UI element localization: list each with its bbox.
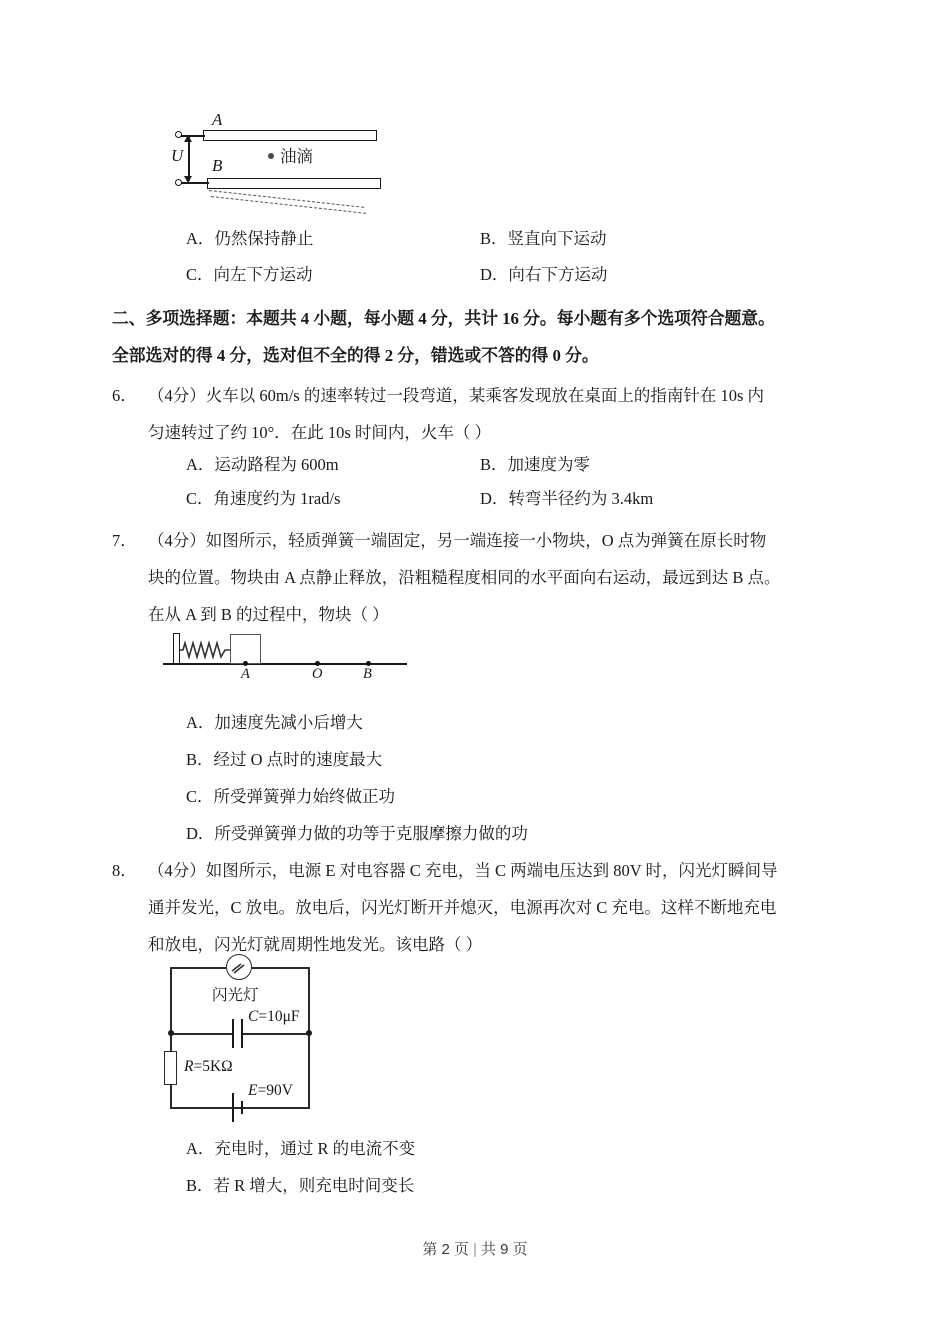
node-right-mid (306, 1030, 312, 1036)
voltage-arrow-head-down (184, 176, 192, 183)
q7-option-d[interactable] (186, 817, 528, 851)
q7-option-c[interactable] (186, 780, 395, 814)
q8-stem-line2: 通并发光，C 放电。放电后，闪光灯断开并熄灭，电源再次对 C 充电。这样不断地充电 (148, 898, 777, 917)
q8-score: （4分） (148, 861, 206, 880)
q6-stem-line2: 匀速转过了约 10°．在此 10s 时间内，火车（ ） (148, 423, 492, 442)
q5-option-c[interactable] (186, 258, 313, 292)
plate-a-label: A (212, 110, 223, 129)
q6-stem-line1 (148, 377, 764, 414)
point-b-label: B (363, 666, 372, 682)
plate-b (207, 178, 381, 189)
q5-option-b-key: B． (480, 229, 508, 248)
q6-option-c[interactable] (186, 482, 340, 516)
q6-option-a-text: 运动路程为 600m (214, 455, 339, 474)
figure-parallel-plates (171, 110, 435, 207)
figure-flash-lamp-circuit (170, 955, 330, 1110)
q6-option-a[interactable] (186, 448, 339, 482)
q5-option-c-text: 向左下方运动 (213, 265, 313, 284)
q7-option-a-key: A． (186, 713, 215, 732)
flash-lamp-label: 闪光灯 (212, 987, 259, 1004)
battery-plate-short (241, 1101, 243, 1114)
q8-stem-line3: 和放电，闪光灯就周期性地发光。该电路（ ） (148, 935, 483, 954)
q7-option-c-text: 所受弹簧弹力始终做正功 (213, 787, 396, 806)
terminal-bottom (175, 179, 182, 186)
capacitor-plate-left (232, 1019, 234, 1048)
plate-b-label: B (212, 156, 223, 175)
resistor-body (164, 1051, 177, 1085)
node-left-mid (168, 1030, 174, 1036)
q8-option-a-key: A． (186, 1139, 215, 1158)
resistor-value: =5KΩ (193, 1058, 233, 1075)
battery-label (248, 1082, 293, 1100)
q7-number (112, 522, 137, 559)
q5-option-d-text: 向右下方运动 (508, 265, 608, 284)
q8-stem-line1-text: 如图所示，电源 E 对电容器 C 充电，当 C 两端电压达到 80V 时，闪光灯瞬间导 (205, 861, 778, 880)
wire-mid-left (170, 1033, 232, 1035)
voltage-arrow-head-up (184, 135, 192, 142)
footer-total-pages: 共 9 页 (480, 1241, 528, 1258)
battery-value: =90V (257, 1082, 293, 1099)
wire-mid-right (242, 1033, 310, 1035)
fixed-wall (173, 633, 180, 664)
q7-option-d-key: D． (186, 824, 215, 843)
q7-option-c-key: C． (186, 787, 214, 806)
q6-option-c-key: C． (186, 489, 214, 508)
q7-option-b[interactable] (186, 743, 382, 777)
wire-right (308, 967, 310, 1109)
q5-option-d-key: D． (480, 265, 509, 284)
resistor-symbol: R (184, 1058, 194, 1075)
capacitor-plate-right (241, 1019, 243, 1048)
block-body (230, 634, 261, 664)
q7-stem-line3: 在从 A 到 B 的过程中，物块（ ） (148, 605, 389, 624)
q5-option-a-text: 仍然保持静止 (214, 229, 314, 248)
plate-a (203, 130, 377, 141)
q8-option-b-key: B． (186, 1176, 214, 1195)
q6-option-b-key: B． (480, 455, 508, 474)
section-heading-line1: 二、多项选择题：本题共 4 小题，每小题 4 分，共计 16 分。每小题有多个选项符合题意。 (112, 309, 775, 328)
flash-lamp-zigzag-icon (230, 960, 248, 976)
page-footer (0, 1238, 950, 1259)
wire-top-left (170, 967, 226, 969)
q6-stem-line1-text: 火车以 60m/s 的速率转过一段弯道，某乘客发现放在桌面上的指南针在 10s 内 (205, 386, 765, 405)
q8-option-a-text: 充电时，通过 R 的电流不变 (214, 1139, 416, 1158)
q8-option-b[interactable] (186, 1169, 414, 1203)
resistor-label (184, 1058, 233, 1076)
q7-option-b-text: 经过 O 点时的速度最大 (213, 750, 383, 769)
q7-option-d-text: 所受弹簧弹力做的功等于克服摩擦力做的功 (214, 824, 528, 843)
q7-option-a[interactable] (186, 706, 363, 740)
q7-option-b-key: B． (186, 750, 214, 769)
q6-option-d[interactable] (480, 482, 653, 516)
footer-separator: | (473, 1241, 477, 1258)
q5-option-a[interactable] (186, 222, 313, 256)
capacitor-label (248, 1008, 300, 1026)
q5-option-d[interactable] (480, 258, 607, 292)
q8-stem-line1 (148, 852, 777, 889)
capacitor-value: =10μF (258, 1008, 300, 1025)
q8-number (112, 852, 137, 889)
voltage-arrow-line (188, 137, 190, 181)
q5-option-b[interactable] (480, 222, 607, 256)
wire-left (170, 967, 172, 1109)
voltage-label: U (171, 146, 184, 165)
spring-coil-icon (180, 640, 230, 660)
oil-drop-dot (268, 153, 274, 159)
point-o-label: O (312, 666, 323, 682)
q8-option-a[interactable] (186, 1132, 415, 1166)
oil-drop-label: 油滴 (280, 147, 313, 166)
wire-top-right (252, 967, 310, 969)
q8-number-text: 8． (112, 861, 137, 880)
q7-stem-line2: 块的位置。物块由 A 点静止释放，沿粗糙程度相同的水平面向右运动，最远到达 B 点。 (148, 568, 781, 587)
q6-option-b[interactable] (480, 448, 590, 482)
q5-option-a-key: A． (186, 229, 215, 248)
terminal-top (175, 131, 182, 138)
battery-symbol: E (248, 1082, 258, 1099)
q6-option-d-text: 转弯半径约为 3.4km (508, 489, 654, 508)
q6-option-c-text: 角速度约为 1rad/s (213, 489, 341, 508)
battery-plate-long (232, 1093, 234, 1122)
q5-option-b-text: 竖直向下运动 (507, 229, 607, 248)
footer-current-page: 第 2 页 (422, 1241, 470, 1258)
q7-stem-line1 (148, 522, 766, 559)
point-a-label: A (241, 666, 250, 682)
capacitor-symbol: C (248, 1008, 259, 1025)
section-heading-line2: 全部选对的得 4 分，选对但不全的得 2 分，错选或不答的得 0 分。 (112, 346, 599, 365)
q6-option-d-key: D． (480, 489, 509, 508)
q5-option-c-key: C． (186, 265, 214, 284)
q6-option-b-text: 加速度为零 (507, 455, 591, 474)
q7-stem-line1-text: 如图所示，轻质弹簧一端固定，另一端连接一小物块，O 点为弹簧在原长时物 (205, 531, 767, 550)
q7-option-a-text: 加速度先减小后增大 (214, 713, 363, 732)
q7-number-text: 7． (112, 531, 137, 550)
figure-spring-block (163, 620, 413, 680)
wire-bottom (170, 1107, 310, 1109)
q6-number (112, 377, 137, 414)
q7-score: （4分） (148, 531, 206, 550)
q6-option-a-key: A． (186, 455, 215, 474)
q8-option-b-text: 若 R 增大，则充电时间变长 (213, 1176, 415, 1195)
q6-number-text: 6． (112, 386, 137, 405)
q6-score: （4分） (148, 386, 206, 405)
